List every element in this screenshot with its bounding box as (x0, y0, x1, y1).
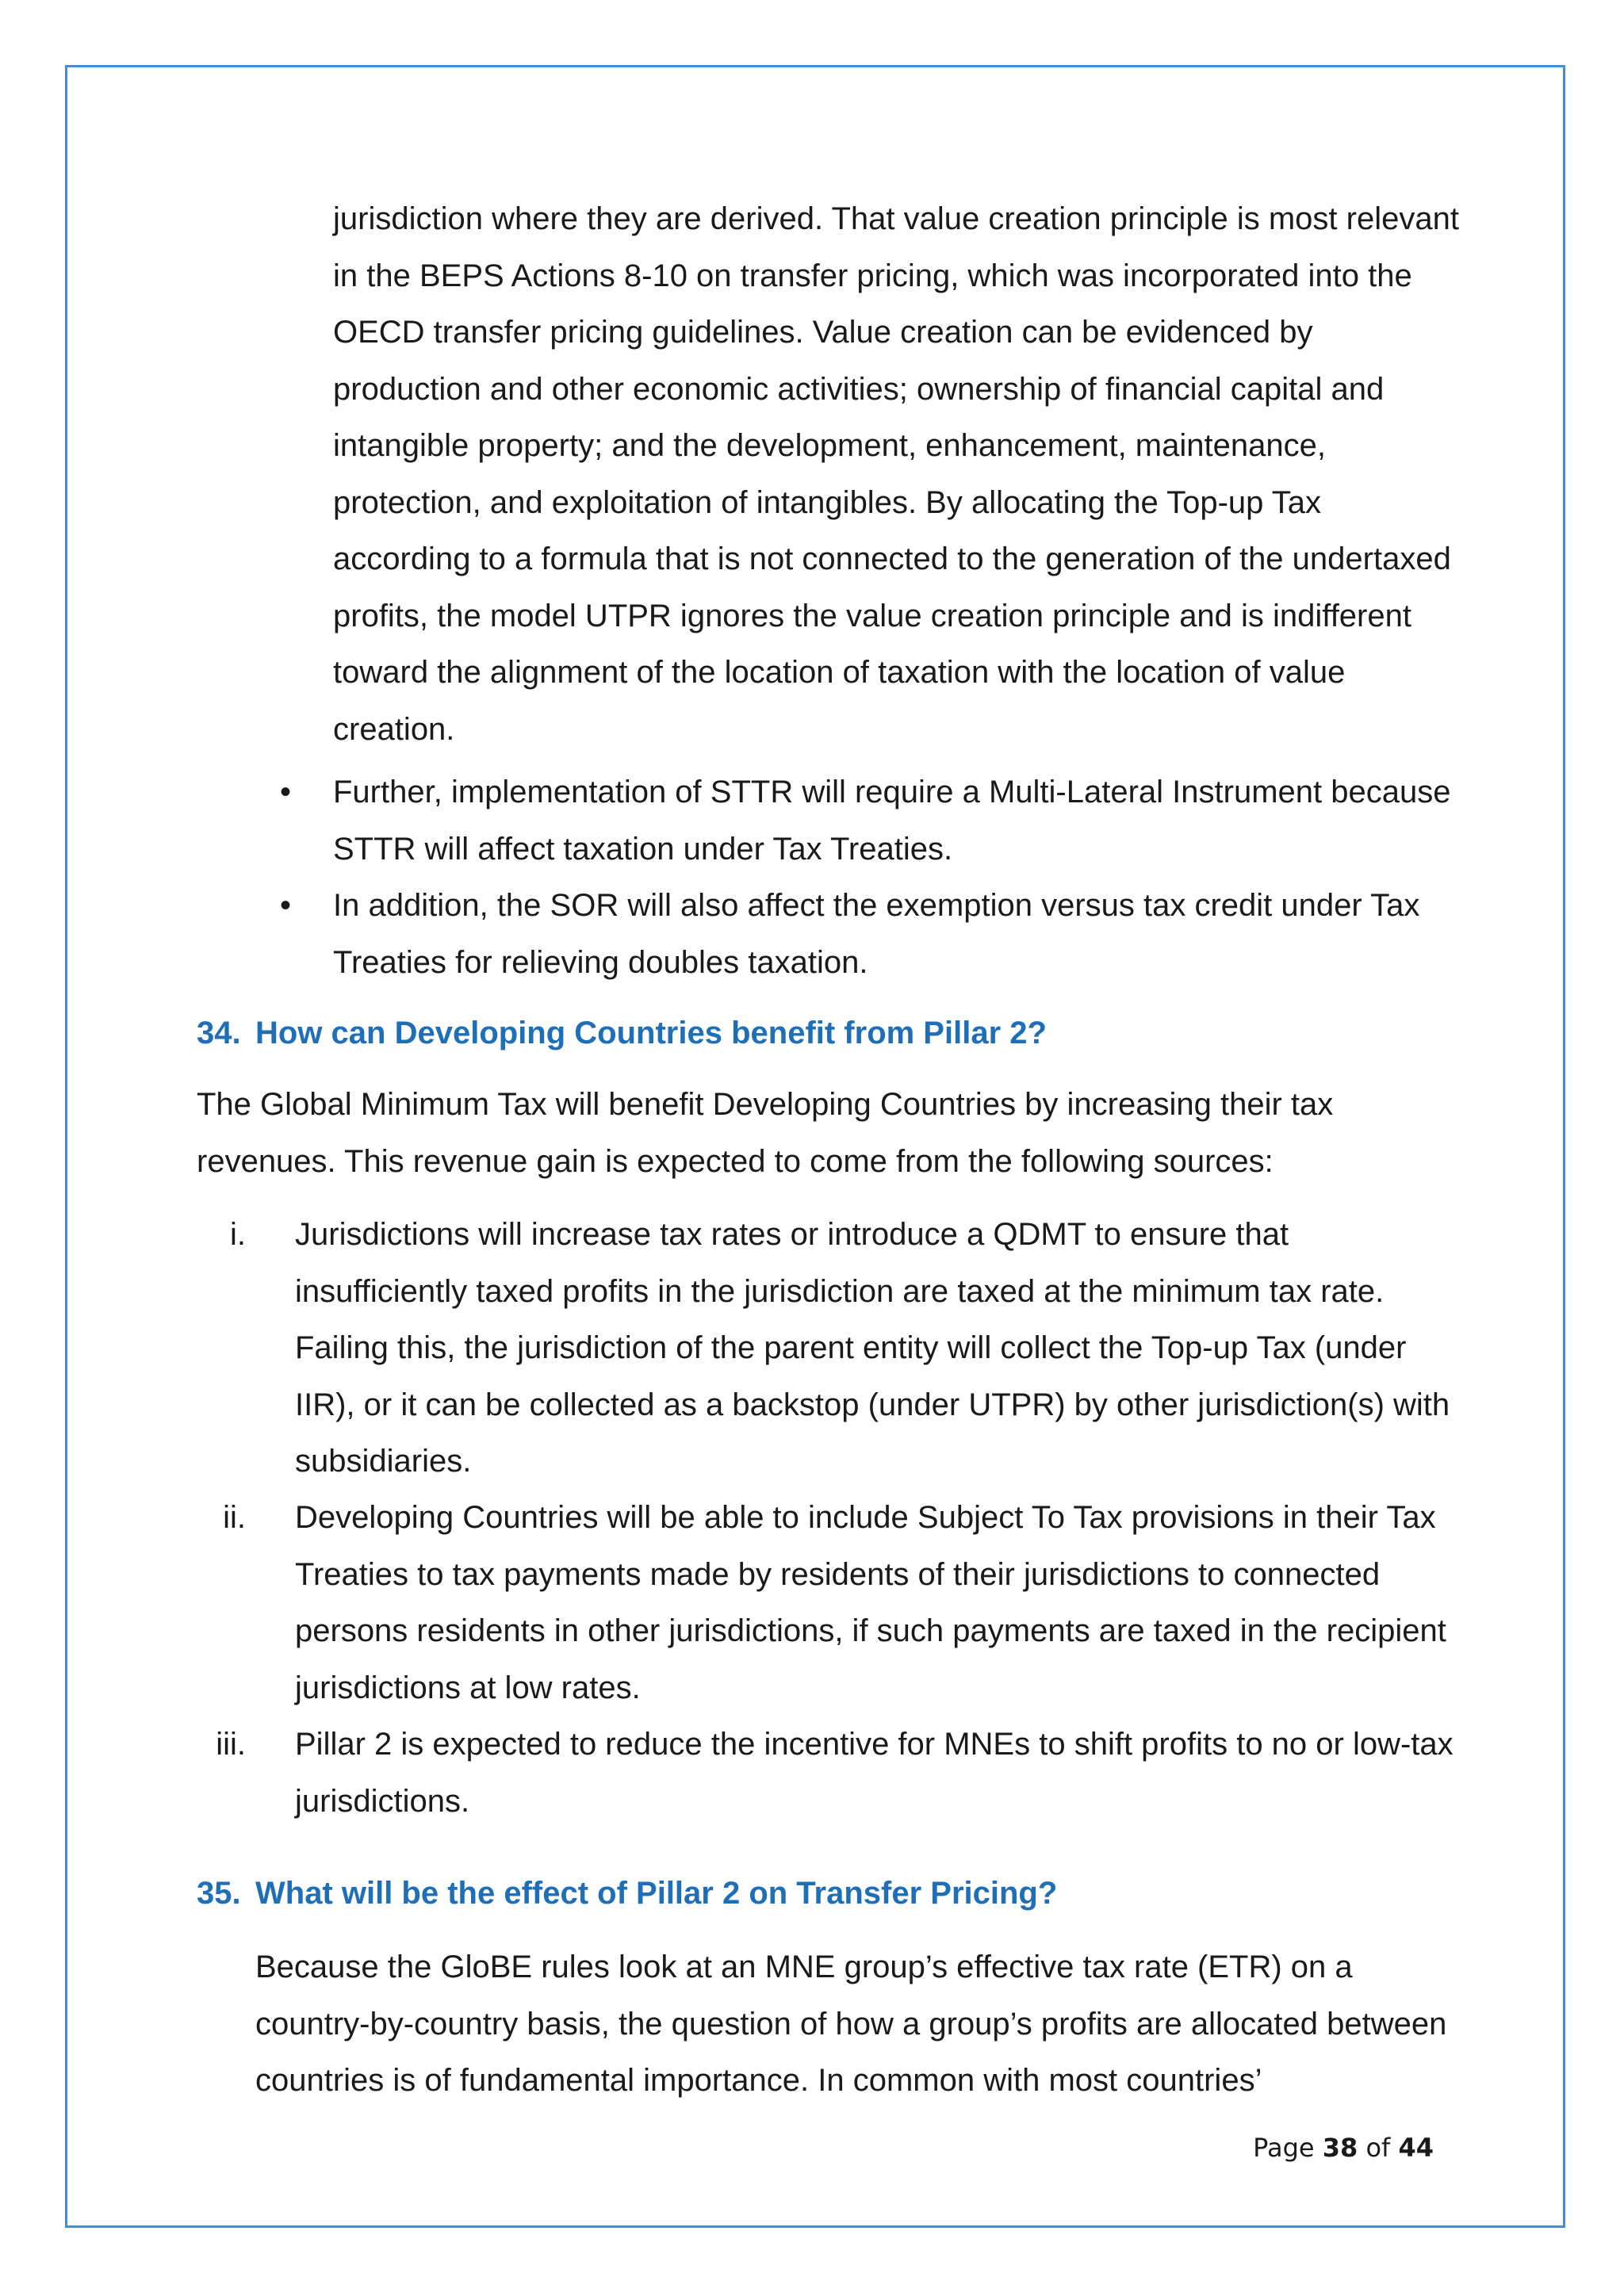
footer-current-page: 38 (1322, 2133, 1358, 2163)
bullet-text: In addition, the SOR will also affect the exemption versus tax credit under Tax Treaties for relieving doubles taxation. (333, 888, 1420, 980)
bullet-marker: • (279, 888, 291, 923)
page-number-footer (1189, 2133, 1434, 2163)
continuation-paragraph: jurisdiction where they are derived. That value creation principle is most relevant in the BEPS Actions 8-10 on transfer pricing, which was incorporated into the OECD transfer pricing guidelines. Value creation can be evidenced by production and other economic activities; ownership of financial capital and intangible property; and the development, enhancement, maintenance, protection, and exploitation of intangibles. By allocating the Top-up Tax according to a formula that is not connected to the generation of the undertaxed profits, the model UTPR ignores the value creation principle and is indifferent toward the alignment of the location of taxation with the location of value creation. (333, 201, 1459, 747)
footer-page-label: Page (1253, 2133, 1315, 2163)
section-34-intro: The Global Minimum Tax will benefit Developing Countries by increasing their tax revenues. This revenue gain is expected to come from the following sources: (197, 1087, 1334, 1179)
list-marker: ii. (223, 1500, 246, 1535)
list-text: Developing Countries will be able to include Subject To Tax provisions in their Tax Treaties to tax payments made by residents of their jurisdictions to connected persons residents in other jurisdictions, if such payments are taxed in the recipient jurisdictions at low rates. (295, 1500, 1446, 1705)
section-title: How can Developing Countries benefit from Pillar 2? (255, 1016, 1047, 1050)
section-number: 34. (197, 1016, 241, 1050)
bullet-marker: • (279, 775, 291, 809)
bullet-text: Further, implementation of STTR will require a Multi-Lateral Instrument because STTR will affect taxation under Tax Treaties. (333, 775, 1451, 867)
list-text: Jurisdictions will increase tax rates or introduce a QDMT to ensure that insufficiently taxed profits in the jurisdiction are taxed at the minimum tax rate. Failing this, the jurisdiction of the parent entity will collect the Top-up Tax (under IIR), or it can be collected as a backstop (under UTPR) by other jurisdiction(s) with subsidiaries. (295, 1217, 1450, 1479)
section-title: What will be the effect of Pillar 2 on Transfer Pricing? (255, 1876, 1058, 1911)
section-35-paragraph: Because the GloBE rules look at an MNE group’s effective tax rate (ETR) on a country-by-country basis, the question of how a group’s profits are allocated between countries is of fundamental importance. In common with most countries’ (255, 1950, 1447, 2098)
section-35-heading (197, 1869, 1057, 1917)
footer-of-label: of (1365, 2133, 1391, 2163)
section-34-heading (197, 1009, 1047, 1057)
list-text: Pillar 2 is expected to reduce the incentive for MNEs to shift profits to no or low-tax jurisdictions. (295, 1727, 1454, 1819)
footer-total-pages: 44 (1398, 2133, 1434, 2163)
list-marker: iii. (216, 1727, 246, 1762)
section-number: 35. (197, 1876, 241, 1911)
list-marker: i. (230, 1217, 246, 1252)
